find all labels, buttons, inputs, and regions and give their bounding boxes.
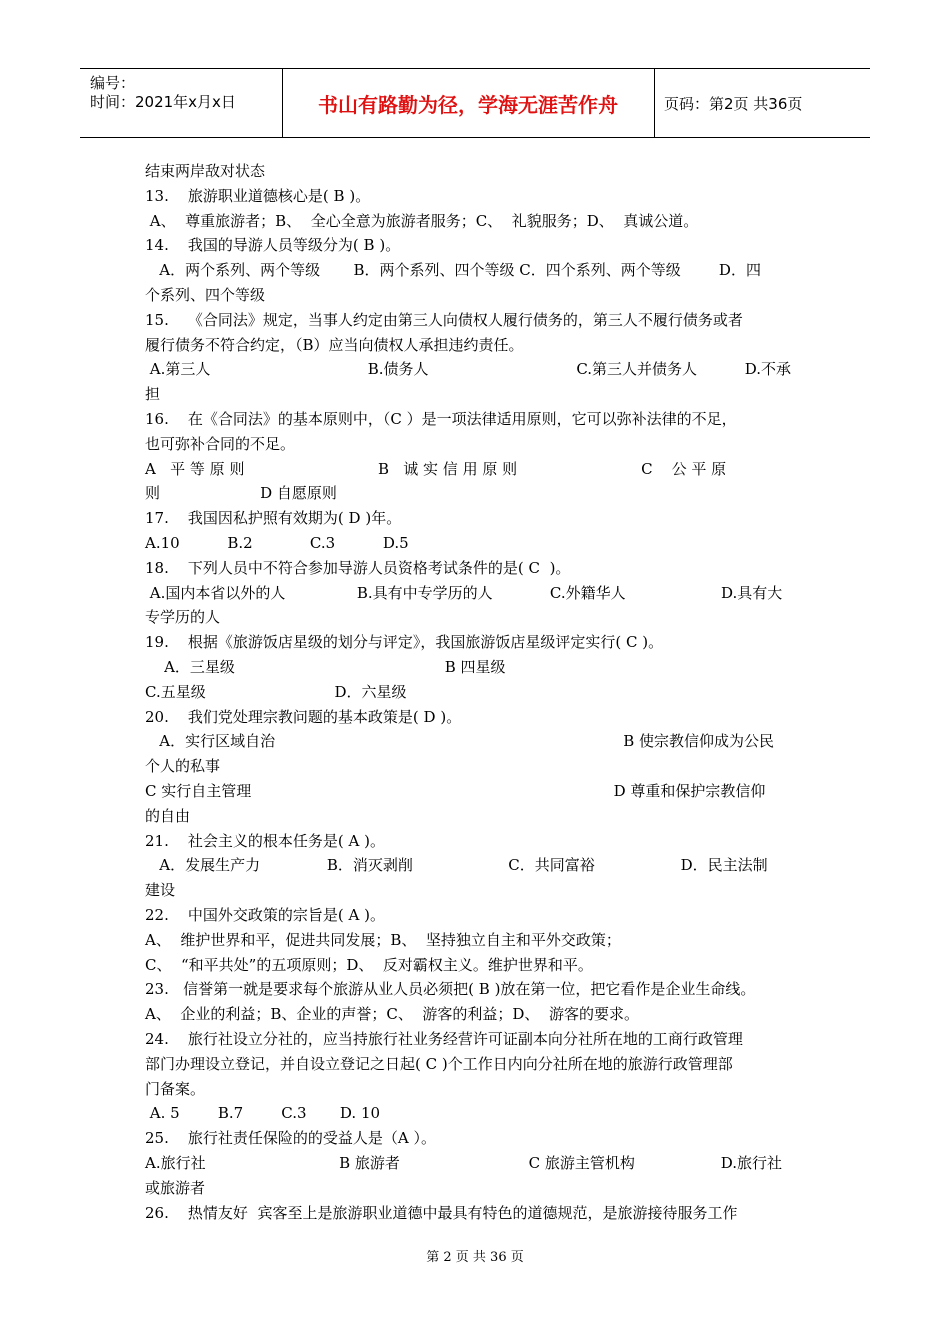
text-line: 23. 信誉第一就是要求每个旅游从业人员必须把( B )放在第一位，把它看作是企业生命线。 [145,980,756,999]
text-line: 部门办理设立登记，并自设立登记之日起( C )个工作日内向分社所在地的旅游行政管理部 [145,1054,733,1073]
text-line: A、 企业的利益；B、企业的声誉；C、 游客的利益；D、 游客的要求。 [145,1005,639,1024]
text-line: 也可弥补合同的不足。 [145,434,296,453]
text-line: 16. 在《合同法》的基本原则中，（C ）是一项法律适用原则，它可以弥补法律的不足， [145,410,737,428]
text-line: C、 “和平共处”的五项原则；D、 反对霸权主义。维护世界和平。 [145,955,593,974]
text-line: C.五星级 D．六星级 [145,682,407,701]
page-footer: 第 2 页 共 36 页 [426,1250,524,1265]
text-line: A 平 等 原 则 B 诚 实 信 用 原 则 C 公 平 原 [145,459,727,478]
text-line: A.国内本省以外的人 B.具有中专学历的人 C.外籍华人 D.具有大 [145,583,783,602]
text-line: A、 维护世界和平，促进共同发展；B、 坚持独立自主和平外交政策； [145,930,621,949]
number-label: 编号： [90,74,136,92]
text-line: 建设 [145,881,176,900]
text-line: 25. 旅行社责任保险的的受益人是（A ）。 [145,1129,437,1148]
date-label: 时间：2021年x月x日 [90,93,236,111]
header-divider [654,69,655,137]
text-line: 18. 下列人员中不符合参加导游人员资格考试条件的是( C )。 [145,558,571,577]
text-line: A．实行区域自治 B 使宗教信仰成为公民 [145,732,774,751]
text-line: 担 [145,385,161,404]
text-line: 15. 《合同法》规定，当事人约定由第三人向债权人履行债务的，第三人不履行债务或者 [145,310,743,329]
text-line: A.第三人 B.债务人 C.第三人并债务人 D.不承 [145,360,791,379]
text-line: A.旅行社 B 旅游者 C 旅游主管机构 D.旅行社 [145,1154,782,1172]
text-line: 14. 我国的导游人员等级分为( B )。 [145,236,401,255]
text-line: 个系列、四个等级 [145,286,266,304]
text-line: 20. 我们党处理宗教问题的基本政策是( D )。 [145,707,462,726]
text-line: 或旅游者 [145,1178,206,1197]
text-line: 17. 我国因私护照有效期为( D )年。 [145,509,402,528]
header-meta [80,69,282,137]
page-info: 页码：第2页 共36页 [664,94,803,113]
text-line: 专学历的人 [145,608,221,627]
text-line: C 实行自主管理 D 尊重和保护宗教信仰 [145,782,766,800]
text-line: A.10 B.2 C.3 D.5 [145,534,409,552]
text-line: 门备案。 [145,1079,206,1098]
header-motto: 书山有路勤为径，学海无涯苦作舟 [318,92,618,117]
text-line: 22. 中国外交政策的宗旨是( A )。 [145,906,386,924]
text-line: A．发展生产力 B．消灭剥削 C．共同富裕 D．民主法制 [145,856,768,875]
text-line: 结束两岸敌对状态 [145,162,266,180]
text-line: A．三星级 B 四星级 [145,658,506,676]
text-line: A、 尊重旅游者；B、 全心全意为旅游者服务；C、 礼貌服务；D、 真诚公道。 [145,211,699,230]
text-line: A．两个系列、两个等级 B．两个系列、四个等级 C．四个系列、两个等级 D．四 [145,261,761,280]
text-line: 的自由 [145,806,191,825]
text-line: 24. 旅行社设立分社的，应当持旅行社业务经营许可证副本向分社所在地的工商行政管理 [145,1030,743,1048]
text-line: 13. 旅游职业道德核心是( B )。 [145,186,371,205]
text-line: 履行债务不符合约定，（B）应当向债权人承担违约责任。 [145,335,524,354]
text-line: 个人的私事 [145,757,221,776]
text-line: 26. 热情友好 宾客至上是旅游职业道德中最具有特色的道德规范，是旅游接待服务工作 [145,1203,738,1222]
page-header [80,68,870,138]
text-line: 21. 社会主义的根本任务是( A )。 [145,831,386,850]
text-line: 则 D 自愿原则 [145,484,337,503]
text-line: A. 5 B.7 C.3 D. 10 [145,1104,381,1123]
text-line: 19. 根据《旅游饭店星级的划分与评定》，我国旅游饭店星级评定实行( C )。 [145,633,664,652]
